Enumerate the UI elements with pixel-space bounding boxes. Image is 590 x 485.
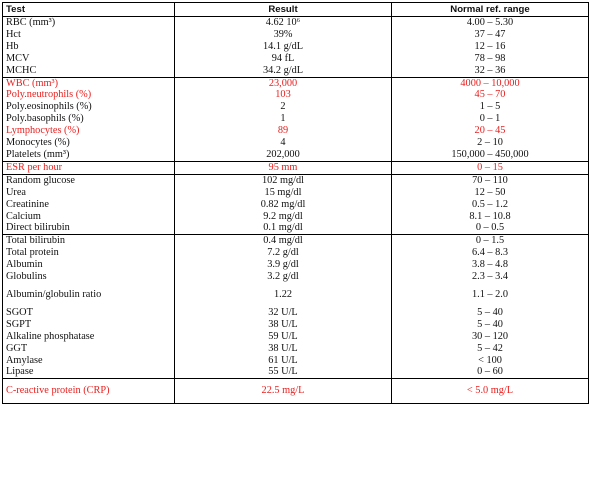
- reference-range: 78 – 98: [392, 53, 589, 65]
- test-name: Urea: [3, 187, 175, 199]
- reference-range: 150,000 – 450,000: [392, 149, 589, 161]
- reference-range: 12 – 16: [392, 41, 589, 53]
- test-result: 22.5 mg/L: [175, 379, 392, 404]
- table-row: [3, 101, 589, 113]
- header-result: Result: [175, 3, 392, 17]
- test-result: 2: [175, 101, 392, 113]
- test-result: 32 U/L: [175, 307, 392, 319]
- reference-range: 6.4 – 8.3: [392, 247, 589, 259]
- table-row: [3, 137, 589, 149]
- test-name: Amylase: [3, 355, 175, 367]
- test-result: 0.1 mg/dl: [175, 222, 392, 234]
- reference-range: 1 – 5: [392, 101, 589, 113]
- test-name: Hb: [3, 41, 175, 53]
- reference-range: < 100: [392, 355, 589, 367]
- header-row: [3, 3, 589, 17]
- test-result: 103: [175, 89, 392, 101]
- test-result: 4: [175, 137, 392, 149]
- test-result: 4.62 10⁶: [175, 17, 392, 29]
- test-result: 23,000: [175, 77, 392, 89]
- test-result: 15 mg/dl: [175, 187, 392, 199]
- test-name: Total protein: [3, 247, 175, 259]
- test-name: Random glucose: [3, 174, 175, 186]
- reference-range: 45 – 70: [392, 89, 589, 101]
- test-name: Platelets (mm³): [3, 149, 175, 161]
- test-name: ESR per hour: [3, 161, 175, 174]
- test-name: Albumin: [3, 259, 175, 271]
- table-header: [3, 3, 589, 17]
- test-result: 59 U/L: [175, 331, 392, 343]
- test-result: 61 U/L: [175, 355, 392, 367]
- table-row: [3, 187, 589, 199]
- table-row: [3, 199, 589, 211]
- test-name: Lipase: [3, 366, 175, 378]
- table-row: [3, 307, 589, 319]
- reference-range: 3.8 – 4.8: [392, 259, 589, 271]
- table-row: [3, 41, 589, 53]
- test-name: MCHC: [3, 65, 175, 77]
- test-result: 3.9 g/dl: [175, 259, 392, 271]
- reference-range: 20 – 45: [392, 125, 589, 137]
- table-row: [3, 271, 589, 283]
- table-row-abnormal: [3, 379, 589, 404]
- table-row-abnormal: [3, 125, 589, 137]
- test-result: 0.4 mg/dl: [175, 235, 392, 247]
- test-name: Globulins: [3, 271, 175, 283]
- test-result: 94 fL: [175, 53, 392, 65]
- test-name: GGT: [3, 343, 175, 355]
- test-name: Total bilirubin: [3, 235, 175, 247]
- table-row: [3, 149, 589, 161]
- test-name: WBC (mm³): [3, 77, 175, 89]
- test-name: MCV: [3, 53, 175, 65]
- reference-range: 1.1 – 2.0: [392, 283, 589, 307]
- table-row: [3, 17, 589, 29]
- test-result: 1.22: [175, 283, 392, 307]
- table-row: [3, 259, 589, 271]
- reference-range: 0 – 1.5: [392, 235, 589, 247]
- test-result: 39%: [175, 29, 392, 41]
- test-result: 95 mm: [175, 161, 392, 174]
- reference-range: 5 – 42: [392, 343, 589, 355]
- reference-range: 5 – 40: [392, 307, 589, 319]
- test-name: Alkaline phosphatase: [3, 331, 175, 343]
- lab-results-table: [2, 2, 589, 404]
- reference-range: 0.5 – 1.2: [392, 199, 589, 211]
- test-name: RBC (mm³): [3, 17, 175, 29]
- reference-range: 0 – 15: [392, 161, 589, 174]
- test-result: 3.2 g/dl: [175, 271, 392, 283]
- table-row: [3, 222, 589, 234]
- test-name: SGPT: [3, 319, 175, 331]
- test-name: SGOT: [3, 307, 175, 319]
- test-result: 7.2 g/dl: [175, 247, 392, 259]
- test-name: Poly.eosinophils (%): [3, 101, 175, 113]
- test-name: Hct: [3, 29, 175, 41]
- reference-range: 37 – 47: [392, 29, 589, 41]
- table-row: [3, 319, 589, 331]
- reference-range: 5 – 40: [392, 319, 589, 331]
- test-result: 14.1 g/dL: [175, 41, 392, 53]
- test-result: 55 U/L: [175, 366, 392, 378]
- header-range: Normal ref. range: [392, 3, 589, 17]
- reference-range: 4.00 – 5.30: [392, 17, 589, 29]
- test-name: Direct bilirubin: [3, 222, 175, 234]
- table-row: [3, 174, 589, 186]
- test-name: Poly.basophils (%): [3, 113, 175, 125]
- test-result: 38 U/L: [175, 343, 392, 355]
- test-result: 89: [175, 125, 392, 137]
- reference-range: 0 – 1: [392, 113, 589, 125]
- reference-range: 2 – 10: [392, 137, 589, 149]
- table-row: [3, 283, 589, 307]
- table-row: [3, 29, 589, 41]
- table-row: [3, 331, 589, 343]
- table-row: [3, 355, 589, 367]
- test-name: C-reactive protein (CRP): [3, 379, 175, 404]
- reference-range: 30 – 120: [392, 331, 589, 343]
- table-row: [3, 65, 589, 77]
- table-row-abnormal: [3, 77, 589, 89]
- test-result: 0.82 mg/dl: [175, 199, 392, 211]
- table-row: [3, 53, 589, 65]
- reference-range: 8.1 – 10.8: [392, 211, 589, 223]
- table-row: [3, 366, 589, 378]
- test-result: 34.2 g/dL: [175, 65, 392, 77]
- reference-range: 0 – 60: [392, 366, 589, 378]
- table-row-abnormal: [3, 161, 589, 174]
- test-result: 202,000: [175, 149, 392, 161]
- reference-range: 12 – 50: [392, 187, 589, 199]
- header-test: Test: [3, 3, 175, 17]
- test-result: 102 mg/dl: [175, 174, 392, 186]
- test-result: 9.2 mg/dl: [175, 211, 392, 223]
- table-row: [3, 211, 589, 223]
- test-result: 1: [175, 113, 392, 125]
- reference-range: 70 – 110: [392, 174, 589, 186]
- table-body: [3, 17, 589, 404]
- test-name: Poly.neutrophils (%): [3, 89, 175, 101]
- table-row: [3, 235, 589, 247]
- test-name: Calcium: [3, 211, 175, 223]
- test-name: Creatinine: [3, 199, 175, 211]
- reference-range: 2.3 – 3.4: [392, 271, 589, 283]
- test-name: Monocytes (%): [3, 137, 175, 149]
- reference-range: 32 – 36: [392, 65, 589, 77]
- table-row: [3, 113, 589, 125]
- reference-range: 0 – 0.5: [392, 222, 589, 234]
- test-name: Albumin/globulin ratio: [3, 283, 175, 307]
- reference-range: 4000 – 10,000: [392, 77, 589, 89]
- table-row: [3, 247, 589, 259]
- test-name: Lymphocytes (%): [3, 125, 175, 137]
- reference-range: < 5.0 mg/L: [392, 379, 589, 404]
- test-result: 38 U/L: [175, 319, 392, 331]
- table-row-abnormal: [3, 89, 589, 101]
- table-row: [3, 343, 589, 355]
